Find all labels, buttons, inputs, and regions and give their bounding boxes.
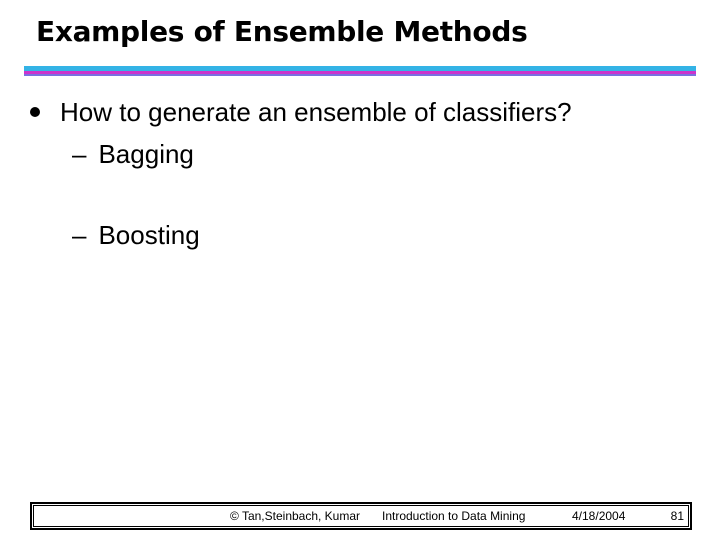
sub-bullet-text: Boosting: [98, 220, 200, 250]
slide-title: Examples of Ensemble Methods: [36, 15, 528, 48]
bullet-item: [30, 96, 572, 128]
footer-copyright: © Tan,Steinbach, Kumar: [230, 509, 361, 523]
sub-bullet-boosting: [72, 219, 200, 251]
footer-page-number: 81: [670, 509, 684, 523]
dash-marker-icon: –: [72, 220, 87, 250]
filled-circle-bullet-icon: [30, 107, 40, 117]
bullet-text: How to generate an ensemble of classifiers?: [60, 97, 572, 127]
sub-bullet-bagging: [72, 138, 194, 170]
dash-marker-icon: –: [72, 139, 87, 169]
slide-footer: [30, 502, 692, 530]
sub-bullet-text: Bagging: [98, 139, 194, 169]
footer-date: 4/18/2004: [572, 509, 626, 523]
footer-course-title: Introduction to Data Mining: [382, 509, 526, 523]
title-rule-bottom: [24, 74, 696, 76]
